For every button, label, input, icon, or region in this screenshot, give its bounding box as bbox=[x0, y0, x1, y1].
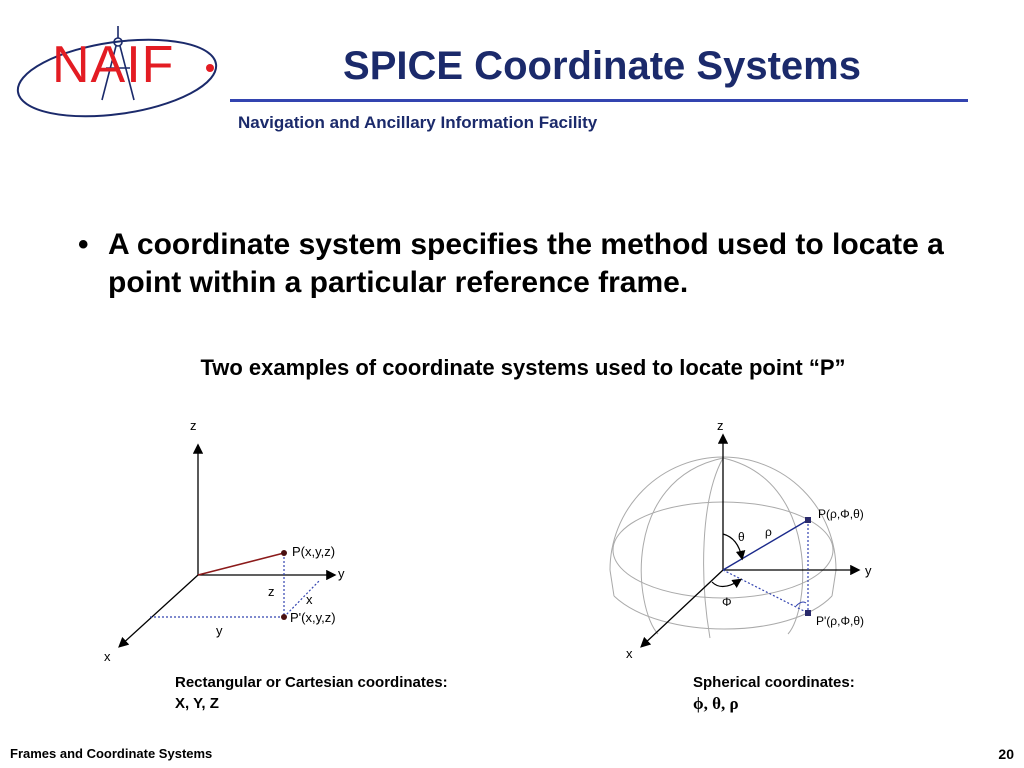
cartesian-y-dimension: y bbox=[216, 623, 223, 638]
phi-arc bbox=[712, 580, 740, 587]
title-divider bbox=[230, 99, 968, 102]
cartesian-x-label: x bbox=[104, 649, 111, 664]
cartesian-caption bbox=[175, 672, 448, 714]
spherical-rho-label: ρ bbox=[765, 525, 772, 539]
spherical-diagram bbox=[600, 410, 900, 670]
cartesian-position-vector bbox=[198, 553, 284, 575]
cartesian-caption-title: Rectangular or Cartesian coordinates: bbox=[175, 674, 448, 691]
spherical-phi-label: Φ bbox=[722, 595, 732, 609]
spherical-caption bbox=[693, 672, 855, 714]
bullet-icon: • bbox=[78, 228, 89, 261]
spherical-point-p-prime bbox=[805, 610, 811, 616]
examples-heading: Two examples of coordinate systems used to locate point “P” bbox=[200, 355, 846, 380]
spherical-z-label: z bbox=[717, 418, 724, 433]
spherical-x-label: x bbox=[626, 646, 633, 661]
spherical-p-prime-label: P'(ρ,Φ,θ) bbox=[816, 614, 865, 628]
spherical-caption-coords: ϕ, θ, ρ bbox=[693, 694, 739, 713]
spherical-caption-title: Spherical coordinates: bbox=[693, 674, 855, 691]
logo-dot-icon bbox=[206, 64, 214, 72]
cartesian-x-axis bbox=[120, 575, 198, 646]
cartesian-diagram bbox=[90, 410, 390, 670]
cartesian-p-label: P(x,y,z) bbox=[292, 544, 336, 559]
spherical-theta-label: θ bbox=[738, 530, 745, 544]
cartesian-caption-coords: X, Y, Z bbox=[175, 695, 219, 712]
cartesian-y-label: y bbox=[338, 566, 345, 581]
spherical-point-p bbox=[805, 517, 811, 523]
cartesian-point-p bbox=[281, 550, 287, 556]
spherical-x-axis bbox=[642, 570, 723, 646]
cartesian-x-dimension: x bbox=[306, 592, 313, 607]
spherical-p-label: P(ρ,Φ,θ) bbox=[818, 507, 864, 521]
naif-logo bbox=[14, 22, 229, 122]
page-number: 20 bbox=[998, 746, 1014, 762]
page-title: SPICE Coordinate Systems bbox=[343, 44, 861, 88]
bullet-text: A coordinate system specifies the method used to locate a point within a particular reference frame. bbox=[108, 228, 944, 299]
cartesian-point-p-prime bbox=[281, 614, 287, 620]
spherical-y-label: y bbox=[865, 563, 872, 578]
page-subtitle: Navigation and Ancillary Information Facility bbox=[238, 113, 598, 132]
cartesian-p-prime-label: P'(x,y,z) bbox=[290, 610, 336, 625]
logo-text: NAIF bbox=[52, 36, 175, 94]
footer-section-title: Frames and Coordinate Systems bbox=[10, 746, 213, 761]
spherical-ground-projection bbox=[723, 570, 808, 613]
cartesian-z-label: z bbox=[190, 418, 197, 433]
cartesian-z-dimension: z bbox=[268, 584, 275, 599]
projection-arc bbox=[796, 602, 806, 606]
